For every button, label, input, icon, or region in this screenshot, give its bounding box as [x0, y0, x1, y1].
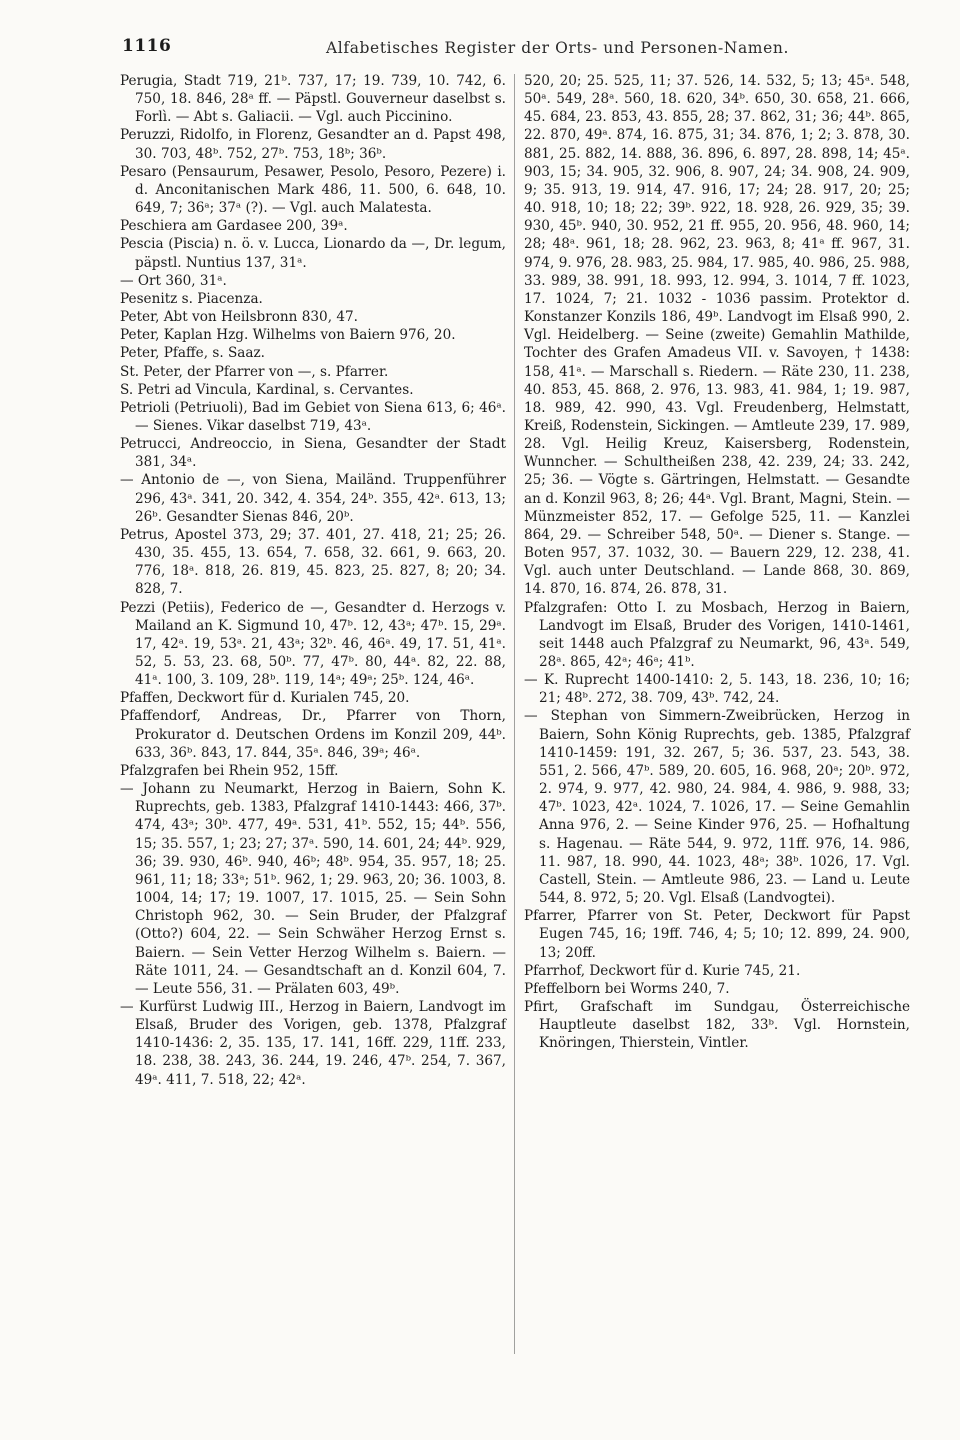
index-entry: Peruzzi, Ridolfo, in Florenz, Gesandter an d. Papst 498, 30. 703, 48ᵇ. 752, 27ᵇ. 753, 18ᵇ; 36ᵇ.	[120, 127, 506, 162]
index-entry: Pfaffendorf, Andreas, Dr., Pfarrer von Thorn, Prokurator d. Deutschen Ordens im Konzil 209, 44ᵇ. 633, 36ᵇ. 843, 17. 844, 35ᵃ. 846, 39ᵃ; 46ᵃ.	[120, 708, 506, 761]
index-entry: — Antonio de —, von Siena, Mailänd. Truppenführer 296, 43ᵃ. 341, 20. 342, 4. 354, 24ᵇ. 355, 42ᵃ. 613, 13; 26ᵇ. Gesandter Sienas 846, 20ᵇ.	[120, 472, 506, 525]
index-entry: — Stephan von Simmern-Zweibrücken, Herzog in Baiern, Sohn König Ruprechts, geb. 1385, Pfalzgraf 1410-1459: 191, 32. 267, 5; 36. 537, 23. 543, 38. 551, 2. 566, 47ᵇ. 589, 20. 605, 16. 968, 20ᵃ; 20ᵇ. 972, 2. 974, 9. 977, 42. 980, 24. 984, 4. 986, 9. 988, 33; 47ᵇ. 1023, 42ᵃ. 1024, 7. 1026, 17. — Seine Gemahlin Anna 976, 2. — Seine Kinder 976, 25. — Hofhaltung s. Hagenau. — Räte 544, 9. 972, 11ff. 976, 14. 986, 11. 987, 18. 990, 44. 1023, 48ᵃ; 38ᵇ. 1026, 17. Vgl. Castell, Stein. — Amtleute 986, 23. — Land u. Leute 544, 8. 972, 5; 20. Vgl. Elsaß (Landvogtei).	[524, 708, 910, 907]
index-entry: Pfaffen, Deckwort für d. Kurialen 745, 20.	[120, 690, 410, 707]
index-entry: Petrucci, Andreoccio, in Siena, Gesandter der Stadt 381, 34ᵃ.	[120, 436, 506, 471]
index-entry: S. Petri ad Vincula, Kardinal, s. Cervantes.	[120, 381, 414, 398]
index-entry: Pfalzgrafen bei Rhein 952, 15ff.	[120, 762, 339, 779]
index-entry: — Johann zu Neumarkt, Herzog in Baiern, Sohn K. Ruprechts, geb. 1383, Pfalzgraf 1410-1443: 466, 37ᵇ. 474, 43ᵃ; 30ᵇ. 477, 49ᵃ. 531, 41ᵇ. 552, 15; 44ᵇ. 556, 15; 35. 557, 1; 23; 27; 37ᵃ. 590, 14. 601, 24; 44ᵇ. 929, 36; 39. 930, 46ᵇ. 940, 46ᵇ; 48ᵇ. 954, 35. 957, 18; 25. 961, 11; 18; 33ᵃ; 51ᵇ. 962, 1; 29. 963, 20; 36. 1003, 8. 1004, 14; 17; 19. 1007, 17. 1015, 25. — Sein Sohn Christoph 962, 30. — Sein Bruder, der Pfalzgraf (Otto?) 604, 22. — Sein Schwäher Herzog Ernst s. Baiern. — Sein Vetter Herzog Wilhelm s. Baiern. — Räte 1011, 24. — Gesandtschaft an d. Konzil 604, 7. — Leute 556, 31. — Prälaten 603, 49ᵇ.	[120, 781, 506, 997]
index-entry: Peter, Pfaffe, s. Saaz.	[120, 345, 265, 362]
index-entry: — Kurfürst Ludwig III., Herzog in Baiern, Landvogt im Elsaß, Bruder des Vorigen, geb. 1378, Pfalzgraf 1410-1436: 2, 35. 135, 17. 141, 16ff. 229, 11ff. 233, 18. 238, 38. 243, 36. 244, 19. 246, 47ᵇ. 254, 7. 367, 49ᵃ. 411, 7. 518, 22; 42ᵃ.	[120, 998, 506, 1088]
running-title: Alfabetisches Register der Orts- und Personen-Namen.	[326, 39, 789, 57]
index-entry: — Ort 360, 31ᵃ.	[120, 272, 227, 289]
index-entry: Pezzi (Petiis), Federico de —, Gesandter d. Herzogs v. Mailand an K. Sigmund 10, 47ᵇ. 12, 43ᵃ; 47ᵇ. 15, 29ᵃ. 17, 42ᵃ. 19, 53ᵃ. 21, 43ᵃ; 32ᵇ. 46, 46ᵃ. 49, 17. 51, 41ᵃ. 52, 5. 53, 23. 68, 50ᵇ. 77, 47ᵇ. 80, 44ᵃ. 82, 22. 88, 41ᵃ. 100, 3. 109, 28ᵇ. 119, 14ᵃ; 49ᵃ; 25ᵇ. 124, 46ᵃ.	[120, 599, 506, 689]
index-entry-continued: 520, 20; 25. 525, 11; 37. 526, 14. 532, 5; 13; 45ᵃ. 548, 50ᵃ. 549, 28ᵃ. 560, 18. 620, 34ᵇ. 650, 30. 658, 21. 666, 45. 684, 23. 853, 43. 855, 28; 37. 862, 31; 36; 44ᵇ. 865, 22. 870, 49ᵃ. 874, 16. 875, 31; 34. 876, 1; 2; 3. 878, 30. 881, 25. 882, 14. 888, 36. 896, 6. 897, 28. 898, 14; 45ᵃ. 903, 15; 34. 905, 32. 906, 8. 907, 24; 34. 908, 24. 909, 9; 35. 913, 19. 914, 47. 916, 17; 24; 28. 917, 20; 25; 40. 918, 10; 18; 22; 39ᵇ. 922, 18. 928, 26. 929, 35; 39. 930, 45ᵇ. 940, 30. 952, 21 ff. 955, 20. 956, 48. 960, 14; 28; 48ᵃ. 961, 18; 28. 962, 23. 963, 8; 41ᵃ ff. 967, 31. 974, 9. 976, 28. 983, 25. 984, 17. 985, 40. 986, 25. 988, 33. 989, 38. 991, 18. 993, 12. 994, 3. 1014, 7 ff. 1023, 17. 1024, 7; 21. 1032 - 1036 passim. Protektor d. Konstanzer Konzils 186, 49ᵇ. Landvogt im Elsaß 990, 2. Vgl. Heidelberg. — Seine (zweite) Gemahlin Mathilde, Tochter des Grafen Amadeus VII. v. Savoyen, † 1438: 158, 41ᵃ. — Marschall s. Riedern. — Räte 230, 11. 238, 40. 853, 45. 868, 2. 976, 13. 983, 41. 984, 1; 19. 987, 18. 989, 42. 990, 43. Vgl. Freudenberg, Helmstatt, Kreiß, Rodenstein, Sickingen. — Amtleute 239, 17. 989, 28. Vgl. Heilig Kreuz, Kaisersberg, Rodenstein, Wunncher. — Schultheißen 238, 42. 239, 24; 33. 242, 25; 36. — Vögte s. Gärtringen, Helmstatt. — Gesandte an d. Konzil 963, 8; 26; 44ᵃ. Vgl. Brant, Magni, Stein. — Münzmeister 852, 17. — Gefolge 525, 11. — Kanzlei 864, 29. — Schreiber 548, 50ᵃ. — Diener s. Stange. — Boten 957, 37. 1032, 30. — Bauern 229, 12. 238, 41. Vgl. auch unter Deutschland. — Lande 868, 30. 869, 14. 870, 16. 874, 26. 878, 31.	[524, 73, 910, 598]
index-entry: Pfirt, Grafschaft im Sundgau, Österreichische Hauptleute daselbst 182, 33ᵇ. Vgl. Hornstein, Knöringen, Thierstein, Vintler.	[524, 998, 910, 1052]
index-entry: Pesenitz s. Piacenza.	[120, 290, 263, 307]
page-header	[0, 0, 960, 60]
right-column	[524, 72, 910, 1052]
index-entry: Pesaro (Pensaurum, Pesawer, Pesolo, Pesoro, Pezere) i. d. Anconitanischen Mark 486, 11. 500, 6. 648, 10. 649, 7; 36ᵃ; 37ᵃ (?). — Vgl. auch Malatesta.	[120, 163, 506, 217]
index-entry: Pfeffelborn bei Worms 240, 7.	[524, 980, 730, 997]
index-entry: Pescia (Piscia) n. ö. v. Lucca, Lionardo da —, Dr. legum, päpstl. Nuntius 137, 31ᵃ.	[120, 236, 506, 271]
index-entry: Petrus, Apostel 373, 29; 37. 401, 27. 418, 21; 25; 26. 430, 35. 455, 13. 654, 7. 658, 32. 661, 9. 663, 20. 776, 18ᵃ. 818, 26. 819, 45. 823, 25. 827, 8; 20; 34. 828, 7.	[120, 526, 506, 598]
column-divider	[514, 74, 515, 1354]
index-entry: Pfalzgrafen: Otto I. zu Mosbach, Herzog in Baiern, Landvogt im Elsaß, Bruder des Vorigen, 1410-1461, seit 1448 auch Pfalzgraf zu Neumarkt, 96, 43ᵃ. 549, 28ᵃ. 865, 42ᵃ; 46ᵃ; 41ᵇ.	[524, 599, 910, 670]
index-entry: Peter, Kaplan Hzg. Wilhelms von Baiern 976, 20.	[120, 327, 456, 344]
index-entry: Perugia, Stadt 719, 21ᵇ. 737, 17; 19. 739, 10. 742, 6. 750, 18. 846, 28ᵃ ff. — Päpstl. Gouverneur daselbst s. Forlì. — Abt s. Galiacii. — Vgl. auch Piccinino.	[120, 73, 506, 126]
left-column	[120, 72, 506, 1089]
page-number: 1116	[122, 36, 172, 56]
index-entry: — K. Ruprecht 1400-1410: 2, 5. 143, 18. 236, 10; 16; 21; 48ᵇ. 272, 38. 709, 43ᵇ. 742, 24.	[524, 672, 910, 707]
index-entry: St. Peter, der Pfarrer von —, s. Pfarrer.	[120, 363, 389, 380]
index-entry: Petrioli (Petriuoli), Bad im Gebiet von Siena 613, 6; 46ᵃ. — Sienes. Vikar daselbst 719, 43ᵃ.	[120, 399, 506, 434]
index-entry: Peter, Abt von Heilsbronn 830, 47.	[120, 309, 358, 326]
index-entry: Peschiera am Gardasee 200, 39ᵃ.	[120, 218, 348, 235]
index-entry: Pfarrhof, Deckwort für d. Kurie 745, 21.	[524, 962, 801, 979]
index-entry: Pfarrer, Pfarrer von St. Peter, Deckwort für Papst Eugen 745, 16; 19ff. 746, 4; 5; 10; 12. 899, 24. 900, 13; 20ff.	[524, 908, 910, 961]
